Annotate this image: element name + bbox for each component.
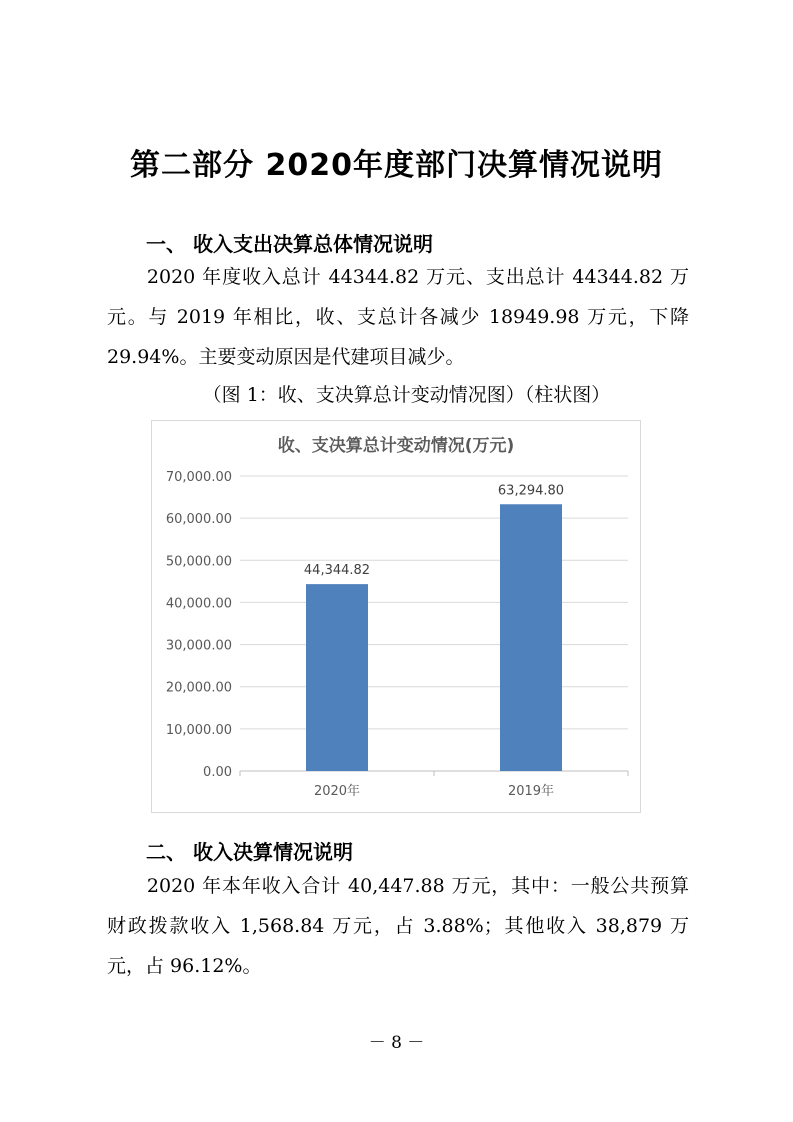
overview-paragraph: 2020 年度收入总计 44344.82 万元、支出总计 44344.82 万元。与 2019 年相比，收、支总计各减少 18949.98 万元，下降 29.94%。主要变动原因是代建项目减少。: [107, 266, 689, 368]
y-tick-label: 50,000.00: [165, 554, 232, 570]
y-tick-label: 0.00: [203, 765, 232, 780]
page-number: － 8 －: [368, 1033, 425, 1053]
y-tick-label: 70,000.00: [165, 470, 232, 485]
section-heading-income: 二、 收入决算情况说明: [146, 840, 353, 864]
y-tick-label: 40,000.00: [165, 596, 232, 612]
section-heading-overview: 一、 收入支出决算总体情况说明: [146, 232, 433, 256]
bar-value-label: 63,294.80: [497, 483, 565, 499]
bar-0: [306, 584, 368, 771]
y-tick-label: 10,000.00: [165, 722, 232, 738]
page-title: 第二部分 2020年度部门决算情况说明: [130, 148, 663, 183]
income-paragraph: 2020 年本年收入合计 40,447.88 万元，其中：一般公共预算财政拨款收入 1,568.84 万元，占 3.88%；其他收入 38,879 万元，占 96.12%。: [107, 875, 689, 977]
y-tick-label: 30,000.00: [165, 638, 232, 654]
bar-chart-svg: [152, 421, 640, 812]
y-tick-label: 60,000.00: [165, 512, 232, 528]
x-tick-label: 2020年: [313, 784, 361, 799]
bar-value-label: 44,344.82: [303, 563, 371, 579]
x-tick-label: 2019年: [507, 784, 555, 799]
chart-title: 收、支决算总计变动情况(万元): [277, 436, 515, 456]
y-tick-label: 20,000.00: [165, 680, 232, 696]
bar-1: [500, 504, 562, 771]
figure-caption: （图 1：收、支决算总计变动情况图）（柱状图）: [202, 384, 611, 406]
bar-chart: [151, 420, 641, 813]
